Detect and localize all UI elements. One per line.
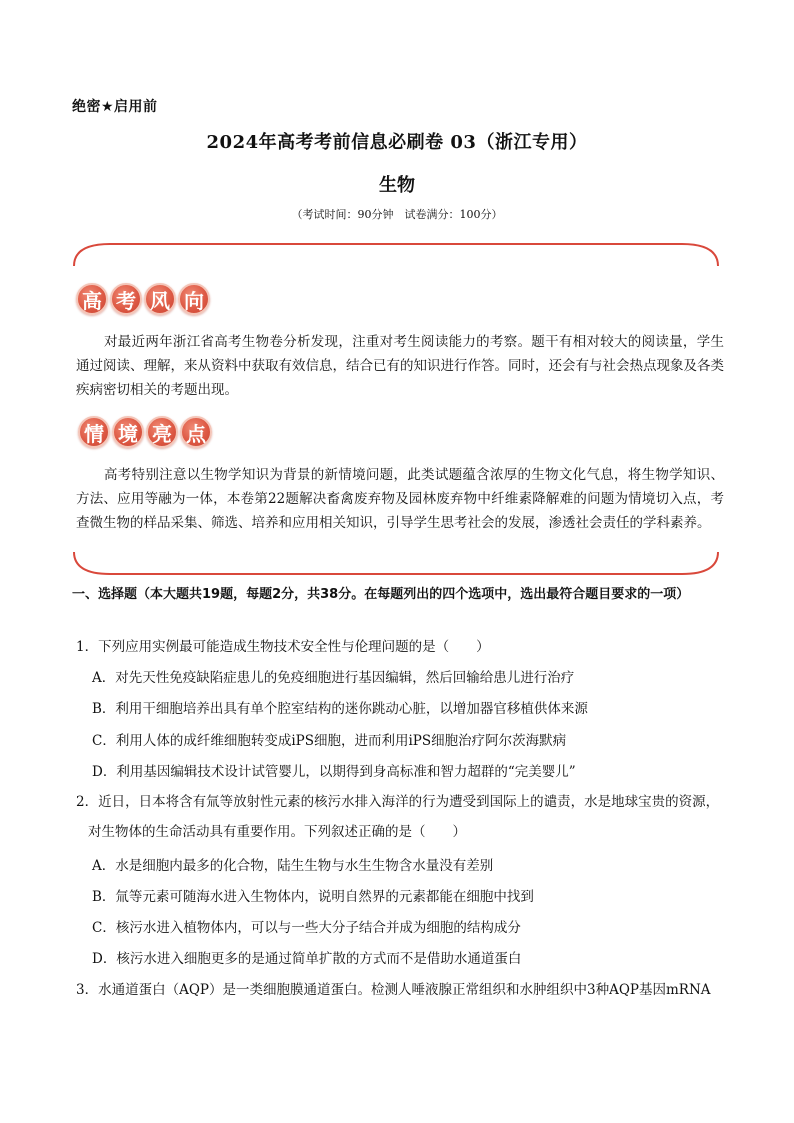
question-2-stem-line-1: 2．近日，日本将含有氚等放射性元素的核污水排入海洋的行为遭受到国际上的谴责，水是地球宝贵的资源， xyxy=(76,794,720,810)
question-2-option-a: A．水是细胞内最多的化合物，陆生生物与水生生物含水量没有差别 xyxy=(92,858,494,874)
question-2-option-c: C．核污水进入植物体内，可以与一些大分子结合并成为细胞的结构成分 xyxy=(92,920,521,936)
question-1-option-d: D．利用基因编辑技术设计试管婴儿，以期得到身高标准和智力超群的“完美婴儿” xyxy=(92,764,576,780)
question-2-option-b: B．氚等元素可随海水进入生物体内，说明自然界的元素都能在细胞中找到 xyxy=(92,889,534,905)
badge-gaokao-fengxiang xyxy=(76,283,210,315)
secret-label: 绝密★启用前 xyxy=(72,99,158,115)
badge-char: 点 xyxy=(180,416,212,448)
question-2-option-d: D．核污水进入细胞更多的是通过简单扩散的方式而不是借助水通道蛋白 xyxy=(92,951,522,967)
badge-char: 考 xyxy=(110,283,142,315)
section-heading: 一、选择题（本大题共19题，每题2分，共38分。在每题列出的四个选项中，选出最符合题目要求的一项） xyxy=(72,587,690,602)
question-1-option-c: C．利用人体的成纤维细胞转变成iPS细胞，进而利用iPS细胞治疗阿尔茨海默病 xyxy=(92,733,567,749)
badge-char: 亮 xyxy=(146,416,178,448)
badge-char: 向 xyxy=(178,283,210,315)
badge-qingjing-liangdian xyxy=(78,416,212,448)
intro-paragraph-1: 对最近两年浙江省高考生物卷分析发现，注重对考生阅读能力的考察。题干有相对较大的阅读量，学生通过阅读、理解，来从资料中获取有效信息，结合已有的知识进行作答。同时，还会有与社会热点现象及各类疾病密切相关的考题出现。 xyxy=(76,334,724,398)
question-1-option-b: B．利用干细胞培养出具有单个腔室结构的迷你跳动心脏，以增加器官移植供体来源 xyxy=(92,701,588,717)
exam-title: 2024年高考考前信息必刷卷 03（浙江专用） xyxy=(206,132,588,153)
subject-title: 生物 xyxy=(379,175,415,196)
badge-char: 风 xyxy=(144,283,176,315)
question-3-stem: 3．水通道蛋白（AQP）是一类细胞膜通道蛋白。检测人唾液腺正常组织和水肿组织中3种AQP基因mRNA xyxy=(76,982,711,998)
question-1-option-a: A．对先天性免疫缺陷症患儿的免疫细胞进行基因编辑，然后回输给患儿进行治疗 xyxy=(92,670,575,686)
badge-char: 境 xyxy=(112,416,144,448)
badge-char: 情 xyxy=(78,416,110,448)
badge-char: 高 xyxy=(76,283,108,315)
intro-paragraph-2: 高考特别注意以生物学知识为背景的新情境问题，此类试题蕴含浓厚的生物文化气息，将生物学知识、方法、应用等融为一体，本卷第22题解决畜禽废弃物及园林废弃物中纤维素降解难的问题为情境切入点，考查微生物的样品采集、筛选、培养和应用相关知识，引导学生思考社会的发展，渗透社会责任的学科素养。 xyxy=(76,467,724,531)
question-1-stem: 1．下列应用实例最可能造成生物技术安全性与伦理问题的是（ ） xyxy=(76,639,490,655)
question-2-stem-line-2: 对生物体的生命活动具有重要作用。下列叙述正确的是（ ） xyxy=(88,824,466,840)
exam-info: （考试时间：90分钟 试卷满分：100分） xyxy=(291,208,503,221)
